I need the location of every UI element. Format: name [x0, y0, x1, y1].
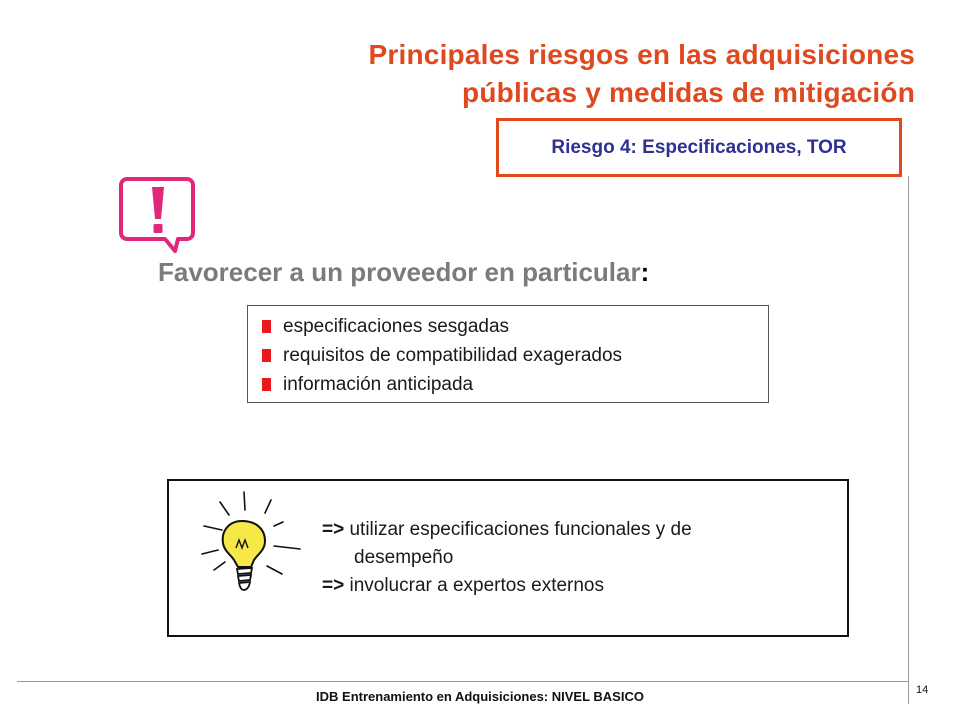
heading-text: Favorecer a un proveedor en particular [158, 257, 641, 287]
vertical-divider [908, 176, 909, 704]
list-item [262, 312, 768, 341]
list-item [262, 341, 768, 370]
risk-label-box [496, 118, 902, 177]
mitigation-line-1 [322, 516, 692, 544]
mitigation-item-text: utilizar especificaciones funcionales y de [349, 519, 692, 540]
bullet-square-icon [262, 378, 271, 391]
horizontal-divider [17, 681, 908, 682]
exclamation-speech-bubble-icon [118, 175, 196, 255]
mitigation-line-2 [322, 544, 692, 572]
mitigation-item-text: involucrar a expertos externos [349, 575, 604, 596]
heading-colon: : [640, 257, 650, 287]
arrow-symbol: => [322, 519, 345, 540]
section-heading [158, 257, 649, 288]
slide-title [369, 36, 915, 112]
risk-label: Riesgo 4: Especificaciones, TOR [551, 136, 847, 158]
mitigation-text [322, 516, 692, 600]
risk-item-text: requisitos de compatibilidad exagerados [283, 345, 623, 366]
list-item [262, 370, 768, 399]
bullet-square-icon [262, 349, 271, 362]
risk-items-box [247, 305, 769, 403]
slide-title-line2: públicas y medidas de mitigación [462, 77, 915, 108]
page-number: 14 [916, 684, 929, 696]
footer-text: IDB Entrenamiento en Adquisiciones: NIVEL BASICO [316, 689, 644, 704]
bullet-square-icon [262, 320, 271, 333]
lightbulb-icon [200, 488, 310, 600]
risk-item-text: información anticipada [283, 374, 474, 395]
risk-items-list [248, 306, 768, 399]
mitigation-item-text: desempeño [354, 547, 454, 568]
slide-title-line1: Principales riesgos en las adquisiciones [368, 39, 915, 70]
risk-item-text: especificaciones sesgadas [283, 316, 510, 337]
arrow-symbol: => [322, 575, 345, 596]
mitigation-line-3 [322, 572, 692, 600]
